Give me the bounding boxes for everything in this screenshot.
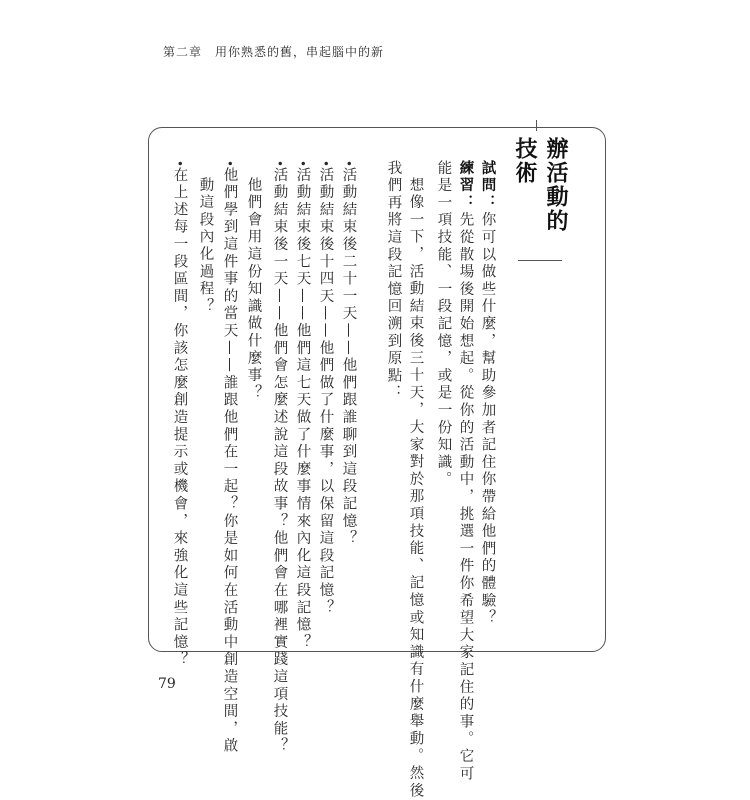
- practice-text: 先從散場後開始想起。從你的活動中，挑選一件你希望大家記住的事。它可: [457, 211, 474, 783]
- box-title: [512, 131, 568, 255]
- practice-continuation: 能是一項技能、一段記憶，或是一份知識。: [435, 160, 452, 489]
- bullet-text: 活動結束後十四天——他們做了什麼事，以保留這段記憶？: [317, 167, 334, 617]
- bullet-item: [295, 160, 310, 651]
- bullet-dot: •: [222, 160, 237, 168]
- bullet-text: 他們學到這件事的當天——誰跟他們在一起？你是如何在活動中創造空間，啟: [221, 167, 238, 756]
- imagine-line-1: 想像一下，活動結束後三十天，大家對於那項技能、記憶或知識有什麼舉動。然後: [407, 177, 424, 800]
- try-label: 試問：: [479, 160, 496, 212]
- page-number: 79: [158, 676, 176, 692]
- bullet-item: [172, 160, 187, 669]
- bullet-item: [222, 160, 237, 755]
- bullet-continuation: 動這段內化過程？: [197, 177, 214, 316]
- bullet-text: 活動結束後一天——他們會怎麼述說這段故事？他們會在哪裡實踐這項技能？: [271, 167, 288, 756]
- try-question: [480, 160, 495, 627]
- bullet-dot: •: [341, 160, 356, 168]
- bullet-item: [341, 160, 356, 548]
- title-rule: [518, 260, 562, 261]
- bullet-dot: •: [295, 160, 310, 168]
- bullet-dot: •: [272, 160, 287, 168]
- bullet-dot: •: [318, 160, 333, 168]
- bullet-dot: •: [172, 160, 187, 168]
- bullet-item: [272, 160, 287, 755]
- practice-label: 練習：: [457, 160, 474, 212]
- bullet-text: 活動結束後七天——他們這七天做了什麼事情來內化這段記憶？: [294, 167, 311, 652]
- bullet-text: 在上述每一段區間，你該怎麼創造提示或機會，來強化這些記憶？: [171, 167, 188, 669]
- box-title-text: 辦活動的技術: [512, 137, 568, 233]
- imagine-line-2: 我們再將這段記憶回溯到原點：: [385, 160, 402, 403]
- bullet-continuation: 他們會用這份知識做什麼事？: [245, 177, 262, 402]
- running-head: 第二章 用你熟悉的舊，串起腦中的新: [163, 45, 385, 59]
- practice-line: [458, 160, 473, 783]
- bullet-text: 活動結束後二十一天——他們跟誰聊到這段記憶？: [340, 167, 357, 548]
- bullet-item: [318, 160, 333, 617]
- try-text: 你可以做些什麼，幫助參加者記住你帶給他們的體驗？: [479, 211, 496, 628]
